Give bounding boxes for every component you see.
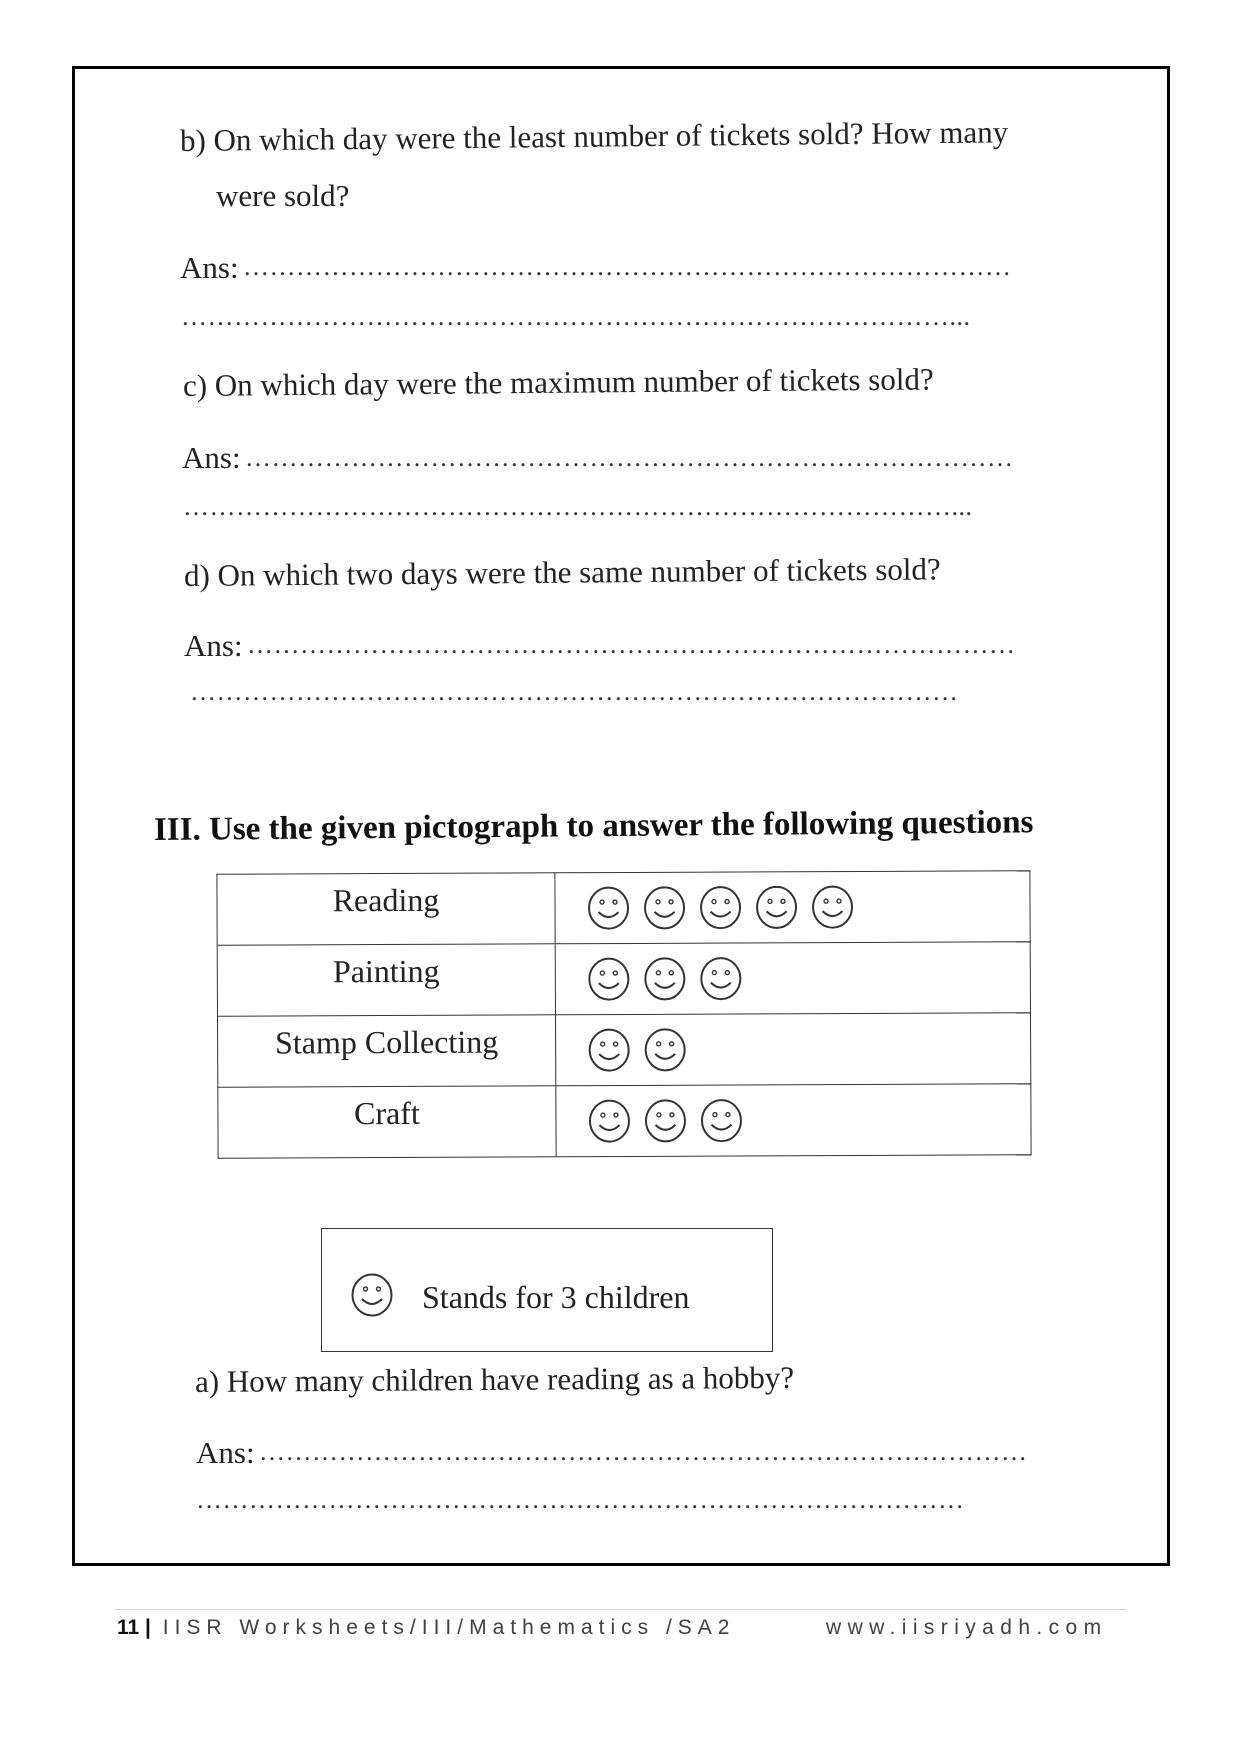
page-number: 11 |: [117, 1616, 151, 1639]
question-c: c) On which day were the maximum number of tickets sold?: [182, 361, 934, 403]
section-heading: III. Use the given pictograph to answer the following questions: [153, 804, 1034, 848]
smiley-face-icon: [697, 883, 743, 931]
question-a: a) How many children have reading as a hobby?: [194, 1359, 795, 1399]
question-b-line1: b) On which day were the least number of tickets sold? How many: [179, 114, 1009, 158]
pictograph-row-icons: [555, 942, 1030, 1015]
answer-a-dots-line2[interactable]: ……………………………………………………………………………: [196, 1485, 965, 1514]
answer-b-dots-line2[interactable]: ……………………………………………………………………………...: [181, 302, 971, 331]
answer-d-dots[interactable]: ……………………………………………………………………………: [247, 630, 1016, 659]
footer-rule: [115, 1609, 1127, 1610]
footer: [117, 1616, 736, 1640]
question-b-line2: were sold?: [216, 178, 350, 213]
answer-c-dots[interactable]: ……………………………………………………………………………: [245, 443, 1014, 472]
question-d: d) On which two days were the same number of tickets sold?: [183, 551, 941, 593]
smiley-face-icon: [586, 1097, 632, 1145]
pictograph-row-label: Stamp Collecting: [218, 1015, 556, 1087]
smiley-face-icon: [349, 1271, 395, 1319]
smiley-face-icon: [698, 1096, 744, 1144]
pictograph-key: [321, 1228, 773, 1352]
smiley-face-icon: [642, 955, 688, 1003]
smiley-face-icon: [809, 883, 855, 931]
pictograph-row-icons: [556, 1084, 1031, 1157]
answer-b-label: Ans:: [180, 250, 239, 285]
smiley-face-icon: [641, 884, 687, 932]
answer-a-label: Ans:: [196, 1435, 255, 1470]
pictograph-row: [217, 942, 1030, 1017]
answer-b-dots[interactable]: ……………………………………………………………………………: [243, 252, 1012, 281]
smiley-face-icon: [698, 954, 744, 1002]
answer-d-dots-line2[interactable]: ……………………………………………………………………………: [190, 677, 959, 706]
smiley-face-icon: [642, 1026, 688, 1074]
pictograph-row-icons: [555, 871, 1030, 944]
smiley-face-icon: [586, 955, 632, 1003]
smiley-face-icon: [586, 1026, 632, 1074]
footer-website[interactable]: www.iisriyadh.com: [826, 1616, 1108, 1639]
smiley-face-icon: [642, 1097, 688, 1145]
smiley-face-icon: [753, 883, 799, 931]
pictograph-row: [217, 871, 1030, 946]
pictograph-row: [218, 1013, 1031, 1088]
pictograph-row-label: Reading: [217, 873, 555, 945]
smiley-face-icon: [585, 884, 631, 932]
key-text: Stands for 3 children: [422, 1279, 690, 1315]
pictograph-row-label: Painting: [217, 944, 555, 1016]
pictograph-table: [216, 870, 1031, 1159]
answer-c-dots-line2[interactable]: ……………………………………………………………………………...: [183, 492, 973, 521]
footer-path: IISR Worksheets/III/Mathematics /SA2: [150, 1616, 736, 1639]
pictograph-row: [218, 1084, 1031, 1159]
answer-d-label: Ans:: [184, 628, 243, 663]
answer-c-label: Ans:: [182, 440, 241, 475]
answer-a-dots[interactable]: ……………………………………………………………………………: [259, 1437, 1028, 1466]
pictograph-row-icons: [556, 1013, 1031, 1086]
pictograph-row-label: Craft: [218, 1086, 556, 1158]
